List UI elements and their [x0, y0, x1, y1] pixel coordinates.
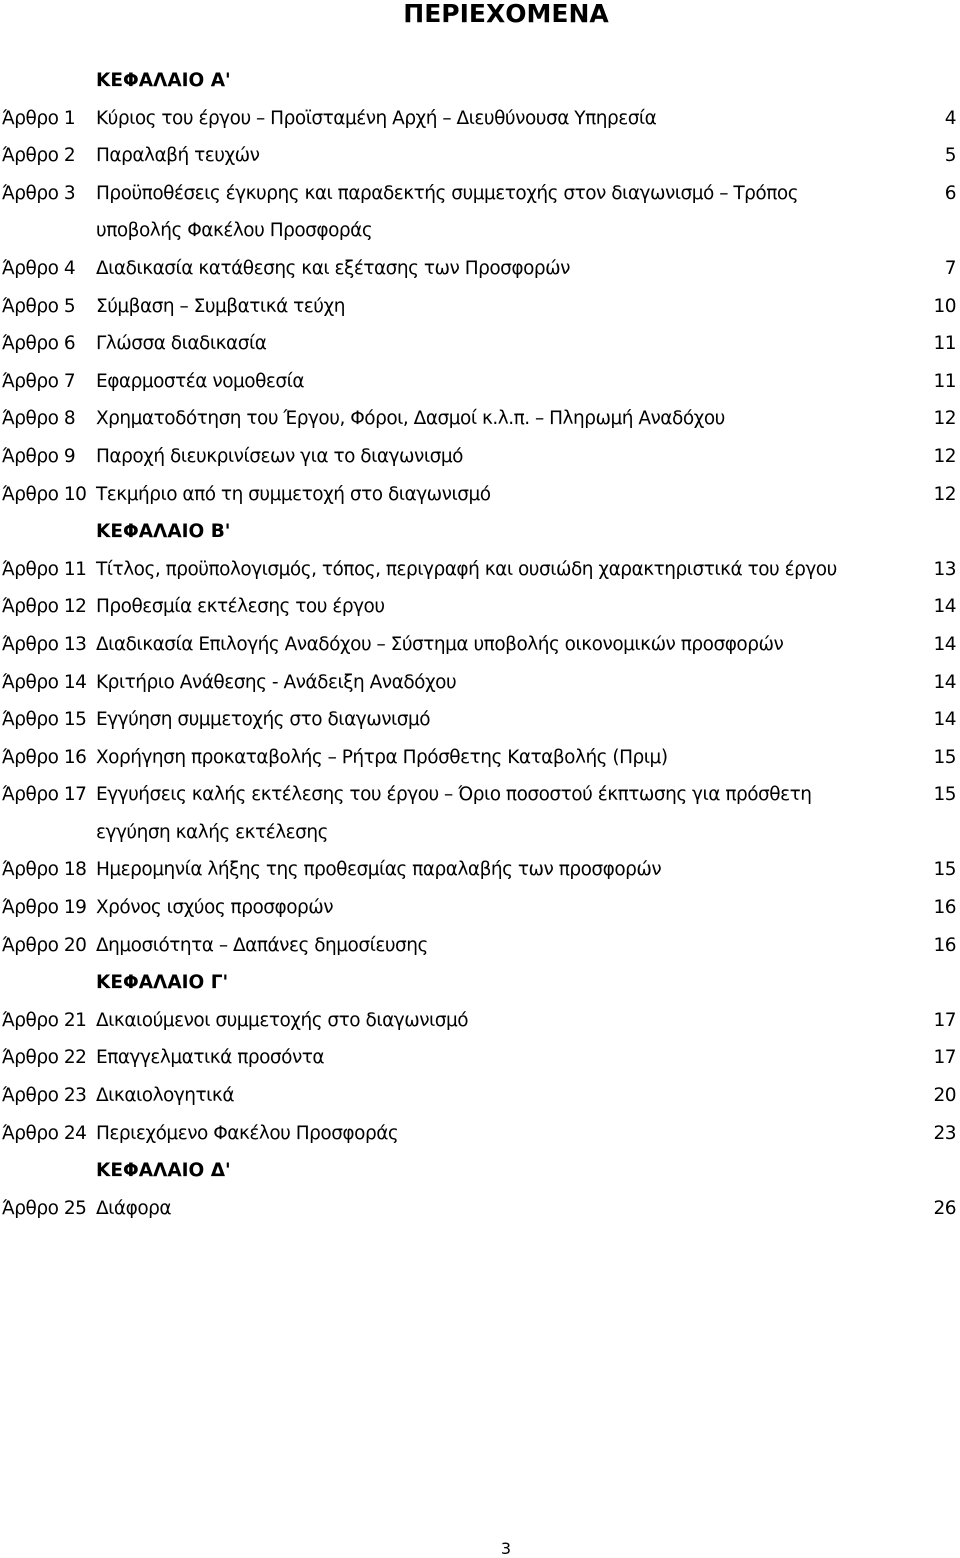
toc-entry — [0, 924, 960, 962]
article-label: Άρθρο 11 — [2, 558, 87, 580]
toc-entry — [0, 134, 960, 172]
article-title: Δικαιούμενοι συμμετοχής στο διαγωνισμό — [96, 1009, 469, 1031]
page-ref: 15 — [933, 746, 956, 768]
article-label: Άρθρο 18 — [2, 859, 87, 881]
article-label: Άρθρο 3 — [2, 182, 76, 204]
toc-entry — [0, 1074, 960, 1112]
article-label: Άρθρο 13 — [2, 633, 87, 655]
article-title: Προϋποθέσεις έγκυρης και παραδεκτής συμμετοχής στον διαγωνισμό – Τρόπος — [96, 182, 799, 204]
article-label: Άρθρο 4 — [2, 257, 76, 279]
article-title: Χορήγηση προκαταβολής – Ρήτρα Πρόσθετης Καταβολής (Πριμ) — [96, 746, 668, 768]
toc-entry — [0, 397, 960, 435]
article-title: Δικαιολογητικά — [96, 1085, 235, 1107]
article-label: Άρθρο 25 — [2, 1197, 87, 1219]
page-ref: 12 — [933, 483, 956, 505]
chapter-title: ΚΕΦΑΛΑΙΟ Γ' — [96, 972, 229, 994]
page-ref: 4 — [944, 107, 956, 129]
chapter-heading — [0, 961, 960, 999]
toc-entry — [0, 848, 960, 886]
page-ref: 17 — [933, 1047, 956, 1069]
article-title: Χρηματοδότηση του Έργου, Φόροι, Δασμοί κ.λ.π. – Πληρωμή Αναδόχου — [96, 408, 725, 430]
article-title: Διαδικασία Επιλογής Αναδόχου – Σύστημα υποβολής οικονομικών προσφορών — [96, 633, 784, 655]
article-title: Τίτλος, προϋπολογισμός, τόπος, περιγραφή και ουσιώδη χαρακτηριστικά του έργου — [96, 558, 837, 580]
toc-entry — [0, 285, 960, 323]
article-label: Άρθρο 16 — [2, 746, 87, 768]
article-label: Άρθρο 20 — [2, 934, 87, 956]
chapter-heading — [0, 59, 960, 97]
article-title: Παροχή διευκρινίσεων για το διαγωνισμό — [96, 445, 463, 467]
toc-entry — [0, 435, 960, 473]
page-ref: 11 — [933, 333, 956, 355]
article-title: Παραλαβή τευχών — [96, 145, 260, 167]
page-ref: 16 — [933, 897, 956, 919]
page-ref: 23 — [933, 1122, 956, 1144]
article-label: Άρθρο 14 — [2, 671, 87, 693]
article-title: Σύμβαση – Συμβατικά τεύχη — [96, 295, 345, 317]
article-label: Άρθρο 1 — [2, 107, 76, 129]
toc-entry — [0, 322, 960, 360]
page-ref: 10 — [933, 295, 956, 317]
toc-continuation — [0, 811, 960, 849]
article-title: Εγγύηση συμμετοχής στο διαγωνισμό — [96, 709, 431, 731]
article-title: Προθεσμία εκτέλεσης του έργου — [96, 596, 385, 618]
article-label: Άρθρο 7 — [2, 370, 76, 392]
article-label: Άρθρο 22 — [2, 1047, 87, 1069]
article-label: Άρθρο 6 — [2, 333, 76, 355]
page-ref: 14 — [933, 633, 956, 655]
article-title: Επαγγελματικά προσόντα — [96, 1047, 325, 1069]
toc-entry — [0, 736, 960, 774]
page-ref: 14 — [933, 671, 956, 693]
chapter-title: ΚΕΦΑΛΑΙΟ Δ' — [96, 1160, 231, 1182]
article-title: Εγγυήσεις καλής εκτέλεσης του έργου – Όριο ποσοστού έκπτωσης για πρόσθετη — [96, 784, 812, 806]
page-title: ΠΕΡΙΕΧΟΜΕΝΑ — [403, 0, 609, 28]
article-label: Άρθρο 19 — [2, 897, 87, 919]
toc-entry — [0, 247, 960, 285]
article-title: Κριτήριο Ανάθεσης - Ανάδειξη Αναδόχου — [96, 671, 457, 693]
page-ref: 15 — [933, 859, 956, 881]
toc-entry — [0, 886, 960, 924]
page-ref: 26 — [933, 1197, 956, 1219]
chapter-title: ΚΕΦΑΛΑΙΟ Β' — [96, 521, 231, 543]
toc-entry — [0, 661, 960, 699]
article-label: Άρθρο 23 — [2, 1085, 87, 1107]
article-title: Ημερομηνία λήξης της προθεσμίας παραλαβής των προσφορών — [96, 859, 662, 881]
page-ref: 15 — [933, 784, 956, 806]
toc-entry — [0, 473, 960, 511]
article-title: Κύριος του έργου – Προϊσταμένη Αρχή – Διευθύνουσα Υπηρεσία — [96, 107, 657, 129]
toc-entry — [0, 360, 960, 398]
page-ref: 5 — [944, 145, 956, 167]
toc-entry — [0, 773, 960, 811]
page-ref: 17 — [933, 1009, 956, 1031]
article-title: εγγύηση καλής εκτέλεσης — [96, 821, 328, 843]
article-title: Γλώσσα διαδικασία — [96, 333, 267, 355]
article-label: Άρθρο 17 — [2, 784, 87, 806]
article-label: Άρθρο 10 — [2, 483, 87, 505]
toc-entry — [0, 999, 960, 1037]
article-label: Άρθρο 5 — [2, 295, 76, 317]
article-label: Άρθρο 21 — [2, 1009, 87, 1031]
article-title: Διαδικασία κατάθεσης και εξέτασης των Προσφορών — [96, 257, 570, 279]
page-ref: 11 — [933, 370, 956, 392]
article-label: Άρθρο 12 — [2, 596, 87, 618]
chapter-heading — [0, 510, 960, 548]
page-number: 3 — [500, 1539, 512, 1558]
toc-entry — [0, 548, 960, 586]
page-ref: 7 — [944, 257, 956, 279]
article-title: Χρόνος ισχύος προσφορών — [96, 897, 334, 919]
chapter-title: ΚΕΦΑΛΑΙΟ Α' — [96, 70, 231, 91]
page-ref: 12 — [933, 445, 956, 467]
article-label: Άρθρο 9 — [2, 445, 76, 467]
article-title: Τεκμήριο από τη συμμετοχή στο διαγωνισμό — [96, 483, 491, 505]
article-title: Δημοσιότητα – Δαπάνες δημοσίευσης — [96, 934, 428, 956]
toc-entry — [0, 1112, 960, 1150]
table-of-contents — [0, 59, 960, 1224]
page-ref: 12 — [933, 408, 956, 430]
article-label: Άρθρο 8 — [2, 408, 76, 430]
toc-entry — [0, 585, 960, 623]
article-label: Άρθρο 2 — [2, 145, 76, 167]
toc-continuation — [0, 209, 960, 247]
article-title: υποβολής Φακέλου Προσφοράς — [96, 220, 373, 242]
article-title: Περιεχόμενο Φακέλου Προσφοράς — [96, 1122, 399, 1144]
toc-entry — [0, 698, 960, 736]
toc-entry — [0, 97, 960, 135]
article-label: Άρθρο 24 — [2, 1122, 87, 1144]
toc-entry — [0, 172, 960, 210]
page-ref: 20 — [933, 1085, 956, 1107]
page-ref: 16 — [933, 934, 956, 956]
page-ref: 14 — [933, 709, 956, 731]
page-ref: 14 — [933, 596, 956, 618]
article-label: Άρθρο 15 — [2, 709, 87, 731]
chapter-heading — [0, 1149, 960, 1187]
page-ref: 13 — [933, 558, 956, 580]
toc-entry — [0, 1187, 960, 1225]
toc-entry — [0, 1036, 960, 1074]
article-title: Εφαρμοστέα νομοθεσία — [96, 370, 305, 392]
article-title: Διάφορα — [96, 1197, 172, 1219]
toc-entry — [0, 623, 960, 661]
page-ref: 6 — [944, 182, 956, 204]
